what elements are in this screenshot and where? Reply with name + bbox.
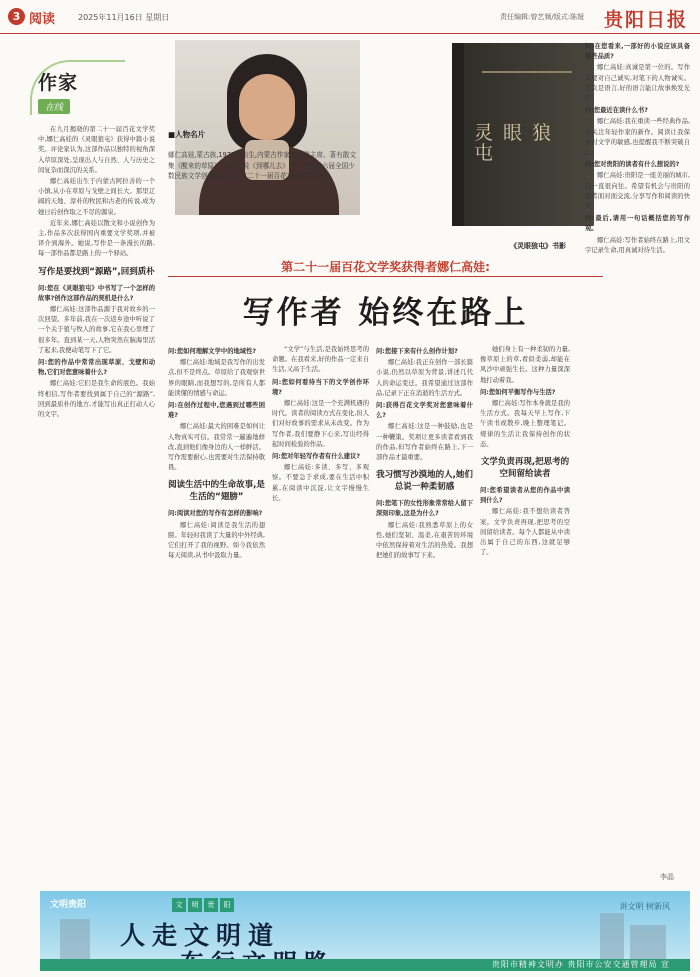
paragraph: 娜仁高娃:地域是我写作的出发点,但不是终点。草原给了我观察世界的眼睛,而我想写的,是所有人都能读懂的情感与命运。: [168, 359, 265, 397]
logo-arc-decoration: [30, 60, 125, 115]
question: 问:在创作过程中,您遇到过哪些困难?: [168, 402, 265, 420]
question: 问:您希望读者从您的作品中读到什么?: [480, 487, 570, 505]
section-heading: 文学负责再现,把思考的空间留给读者: [480, 457, 570, 480]
question: 问:您如何看待当下的文学创作环境?: [272, 378, 369, 396]
portrait-face: [239, 74, 295, 140]
question: 问:您最近在读什么书?: [585, 107, 648, 115]
paragraph: 娜仁高娃:贵阳是一座美丽的城市,我一直很向往。希望有机会与贵阳的读者面对面交流,分享写作和阅读的快乐。: [585, 172, 690, 211]
paragraph: 娜仁高娃:我在重读一些经典作品,也关注年轻作家的新作。阅读让我保持对文学的敏感,也提醒我不断突破自己。: [585, 118, 690, 157]
text-column-4: [376, 345, 473, 870]
paragraph: 娜仁高娃:真诚是第一位的。写作者要对自己诚实,对笔下的人物诚实。其次是语言,好的语言能让故事焕发光彩。: [585, 64, 690, 103]
author-bio: 娜仁高娃,蒙古族,1972年出生,内蒙古作家协会副主席。著有散文集《醒来的草原》,长篇小说《到哪儿去》等。曾获第六届全国少数民族文学创作骏马奖、第二十一届百花文学奖等奖项。: [168, 151, 356, 180]
article-headline: 写作者 始终在路上: [242, 295, 529, 331]
question: 问:您如何平衡写作与生活?: [480, 388, 556, 396]
banner-chips: [172, 898, 234, 912]
text-column-2: [168, 345, 265, 870]
banner-chip: 阳: [220, 898, 234, 912]
publication-date: 2025年11月16日 星期日: [78, 13, 170, 22]
banner-slogan-line-1: 人走文明道: [120, 921, 281, 950]
banner-footer: 贵阳市精神文明办 贵阳市公安交通管理局 宣: [40, 959, 690, 971]
question: 问:在您看来,一部好的小说应该具备哪些品质?: [585, 43, 690, 61]
text-column-6: [585, 40, 690, 870]
question: 问:您对贵阳的读者有什么想说的?: [585, 161, 680, 169]
book-caption: 《灵眼狼屯》书影: [510, 242, 566, 250]
article-subheadline: 第二十一届百花文学奖获得者娜仁高娃:: [281, 260, 490, 274]
paragraph: 娜仁高娃:最大的困难是如何让人物真实可信。我常常一遍遍地修改,直到他们像身边的人一样鲜活。写作需要耐心,也需要对生活保持敬畏。: [168, 423, 265, 472]
editor-credits: 责任编辑:曾艺频/版式:陈娅: [500, 13, 585, 21]
text-column-1: [38, 125, 155, 870]
question: 问:您对年轻写作者有什么建议?: [272, 453, 361, 461]
section-heading: 我习惯写沙漠地的人,她们总说一种柔韧感: [376, 470, 473, 493]
question: 问:最后,请用一句话概括您的写作观。: [585, 215, 690, 233]
paragraph: 娜仁高娃:它们是我生命的底色。我始终相信,写作者要找到属于自己的“源路”,回到最质朴的地方,才能写出真正打动人心的文字。: [38, 380, 155, 419]
paragraph: 在九月揭晓的第二十一届百花文学奖中,娜仁高娃的《灵眼狼屯》获得中篇小说奖。评论家认为,这部作品以独特的视角深入草原深处,呈现出人与自然、人与历史之间复杂而深沉的关系。: [38, 126, 155, 174]
book-cover-title: 灵 眼 狼 屯: [474, 122, 554, 164]
column-logo: [38, 68, 78, 114]
paragraph: 她们身上有一种柔韧的力量,像草原上的草,看似柔弱,却能在风沙中顽强生长。这种力量深深地打动着我。: [480, 346, 570, 384]
section-heading: 阅读生活中的生命故事,是生活的“翅膀”: [168, 480, 265, 503]
book-cover-image: [452, 43, 594, 226]
banner-chip: 明: [188, 898, 202, 912]
paragraph: 娜仁高娃:多读、多写、多观察。不要急于求成,要在生活中积累,在阅读中沉淀,让文字慢慢生长。: [272, 464, 369, 502]
book-cover-strip: [482, 71, 572, 73]
text-column-5: [480, 345, 570, 870]
psa-banner: [40, 891, 690, 971]
paragraph: 娜仁高娃:我不想给读者答案。文学负责再现,把思考的空间留给读者。每个人都能从中读出属于自己的东西,这就足够了。: [480, 508, 570, 557]
column-logo-title: 作家: [38, 72, 79, 94]
paragraph: 娜仁高娃出生于内蒙古阿拉善的一个小镇,从小在草原与戈壁之间长大。那里辽阔的天地、淳朴的牧民和古老的传说,成为她日后创作取之不尽的源泉。: [38, 178, 155, 216]
question: 问:您笔下的女性形象常常给人留下深刻印象,这是为什么?: [376, 500, 473, 518]
paragraph: 娜仁高娃:这是一种鼓励,也是一种鞭策。奖项让更多读者看到我的作品,但写作者始终在路上,下一部作品才最重要。: [376, 423, 473, 462]
paragraph: 娜仁高娃:写作本身就是我的生活方式。我每天早上写作,下午读书或散步,晚上整理笔记。规律的生活让我保持创作的状态。: [480, 400, 570, 448]
question: 问:您在《灵眼狼屯》中书写了一个怎样的故事?创作这部作品的契机是什么?: [38, 284, 155, 302]
paragraph: 娜仁高娃:写作者始终在路上,用文字记录生命,用真诚对待生活。: [585, 236, 690, 254]
column-logo-tag: 在线: [38, 99, 70, 114]
building-silhouette: [630, 925, 666, 959]
question: 问:您接下来有什么创作计划?: [376, 348, 458, 355]
page-number: 3: [8, 8, 25, 25]
section-heading: 写作是要找到“源路”,回到质朴: [38, 266, 155, 277]
text-column-3: [272, 345, 369, 870]
banner-right-text: 讲文明 树新风: [619, 902, 670, 911]
banner-logo: 文明贵阳: [50, 900, 87, 910]
question: 问:阅读对您的写作有怎样的影响?: [168, 510, 263, 518]
section-name: 阅读: [29, 12, 56, 27]
paragraph: 娜仁高娃:我熟悉草原上的女性,她们坚韧、温柔,在艰苦的环境中依然保持着对生活的热爱。我想把她们的故事写下来。: [376, 521, 473, 560]
portrait-caption: ■人物名片: [168, 130, 206, 139]
banner-chip: 文: [172, 898, 186, 912]
subheadline-rule: [168, 276, 603, 277]
question: 问:您如何理解文学中的地域性?: [168, 348, 257, 355]
question: 问:您的作品中常常出现草原、戈壁和动物,它们对您意味着什么?: [38, 359, 155, 377]
banner-chip: 贵: [204, 898, 218, 912]
paragraph: 娜仁高娃:我正在创作一部长篇小说,仍然以草原为背景,讲述几代人的命运变迁。我希望通过这部作品,记录下正在消逝的生活方式。: [376, 359, 473, 397]
paragraph: 娜仁高娃:这部作品源于我对故乡的一次回望。多年前,我在一次返乡途中听说了一个关于狼与牧人的故事,它在我心里埋了很多年。直到某一天,人物突然在脑海里活了起来,我便动笔写下了它。: [38, 306, 155, 354]
paragraph: 娜仁高娃:阅读是我生活的翅膀。年轻时我读了大量的中外经典,它们打开了我的视野。如今我依然每天阅读,从书中汲取力量。: [168, 521, 265, 560]
book-spine: [452, 43, 464, 226]
article-author: 李晶: [660, 873, 674, 881]
paragraph: 近年来,娜仁高娃以散文和小说创作为主,作品多次获得国内重要文学奖项,并被译介到海外。她说,写作是一条漫长的路,每一部作品都是路上的一个驿站。: [38, 219, 155, 258]
building-silhouette: [60, 919, 90, 959]
newspaper-masthead: 贵阳日报: [604, 9, 689, 31]
paragraph: 娜仁高娃:这是一个充满机遇的时代。读者的阅读方式在变化,但人们对好故事的需求从未改变。作为写作者,我们要静下心来,写出经得起时间检验的作品。: [272, 400, 369, 448]
building-silhouette: [600, 913, 624, 959]
author-portrait: [175, 40, 360, 215]
page-header: [0, 0, 700, 34]
question: 问:获得百花文学奖对您意味着什么?: [376, 402, 473, 420]
paragraph: “文学”与生活,是我始终思考的命题。在我看来,好的作品一定来自生活,又高于生活。: [272, 346, 369, 374]
